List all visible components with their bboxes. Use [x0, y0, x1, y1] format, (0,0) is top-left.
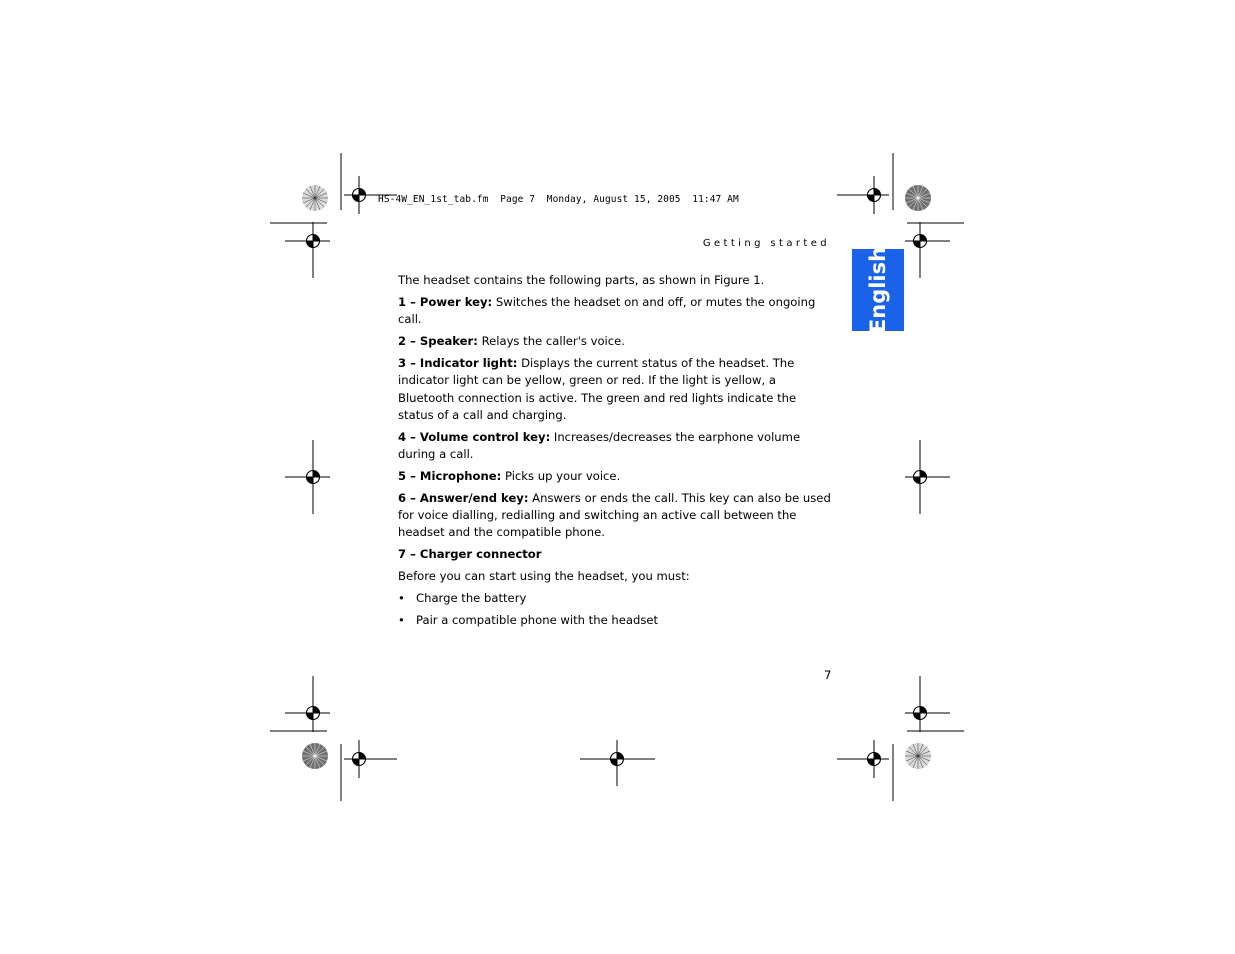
list-item-text: Charge the battery — [416, 591, 527, 606]
part-item — [398, 546, 832, 563]
language-tab-label: English — [866, 246, 890, 334]
part-item — [398, 468, 832, 485]
before-paragraph: Before you can start using the headset, you must: — [398, 569, 690, 584]
language-tab — [852, 246, 904, 334]
intro-paragraph: The headset contains the following parts, as shown in Figure 1. — [398, 273, 765, 287]
part-description: Increases/decreases the earphone volume during a call. — [398, 429, 801, 462]
list-item — [398, 612, 832, 629]
part-item — [398, 355, 832, 424]
part-label: 7 – Charger connector — [398, 547, 542, 562]
bullet-glyph: • — [398, 591, 405, 606]
part-description: Answers or ends the call. This key can also be used for voice dialling, redialling and switching an active call between the headset and the compatible phone. — [398, 490, 831, 540]
part-item — [398, 429, 832, 464]
list-item — [398, 590, 832, 607]
part-description: Relays the caller's voice. — [477, 334, 625, 349]
part-item — [398, 294, 832, 329]
part-label: 1 – Power key: — [398, 294, 493, 309]
running-head: Getting started — [702, 238, 830, 249]
part-label: 2 – Speaker: — [398, 334, 478, 349]
frame-header: HS-4W_EN_1st_tab.fm Page 7 Monday, August 15, 2005 11:47 AM — [378, 194, 739, 205]
body-text — [398, 272, 832, 634]
part-label: 5 – Microphone: — [398, 468, 502, 483]
part-description: Switches the headset on and off, or mutes the ongoing call. — [398, 294, 816, 327]
part-label: 6 – Answer/end key: — [398, 490, 529, 505]
part-item — [398, 333, 832, 350]
part-description: Displays the current status of the headset. The indicator light can be yellow, green or red. If the light is yellow, a Bluetooth connection is active. The green and red lights indicate the status of a call and charging. — [398, 355, 797, 422]
part-item — [398, 490, 832, 542]
bullet-glyph: • — [398, 612, 405, 627]
part-label: 3 – Indicator light: — [398, 355, 518, 370]
part-description: Picks up your voice. — [501, 468, 621, 483]
page-number: 7 — [824, 668, 832, 682]
list-item-text: Pair a compatible phone with the headset — [416, 612, 659, 627]
part-label: 4 – Volume control key: — [398, 429, 551, 444]
